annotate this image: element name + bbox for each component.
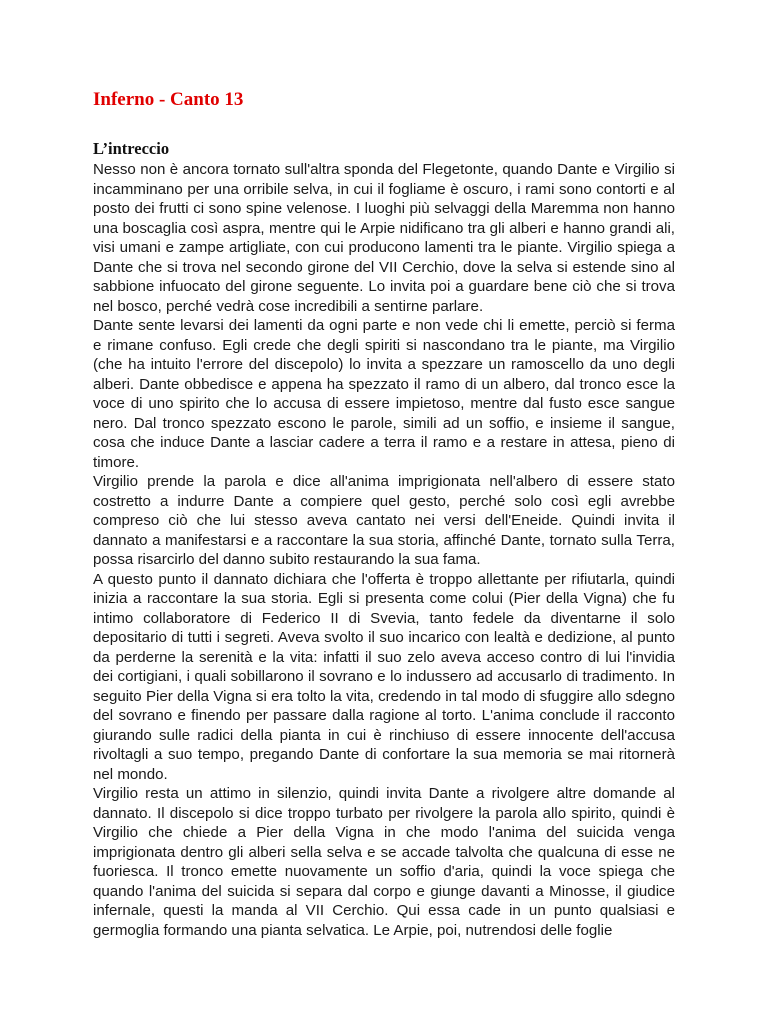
paragraph-2: Dante sente levarsi dei lamenti da ogni parte e non vede chi li emette, perciò si ferma e rimane confuso. Egli crede che degli spiriti si nascondano tra le piante, ma Virgilio (che ha intuito l'errore del discepolo) lo invita a spezzare un ramoscello da uno degli alberi. Dante obbedisce e appena ha spezzato il ramo di un albero, dal tronco esce la voce di uno spirito che lo accusa di essere impietoso, mentre dal fusto esce sangue nero. Dal tronco spezzato escono le parole, simili ad un soffio, e insieme il sangue, cosa che induce Dante a lasciar cadere a terra il ramo e a restare in attesa, pieno di timore. (93, 317, 675, 471)
section-heading: L’intreccio (93, 139, 170, 158)
paragraph-5: Virgilio resta un attimo in silenzio, quindi invita Dante a rivolgere altre domande al dannato. Il discepolo si dice troppo turbato per rivolgere la parola allo spirito, quindi è Virgilio che chiede a Pier della Vigna in che modo l'anima del suicida venga imprigionata dentro gli alberi sella selva e se accade talvolta che qualcuna di esse ne fuoriesca. Il tronco emette nuovamente un soffio d'aria, quindi la voce spiega che quando l'anima del suicida si separa dal corpo e giunge davanti a Minosse, il giudice infernale, questi la manda al VII Cerchio. Qui essa cade in un punto qualsiasi e germoglia formando una pianta selvatica. Le Arpie, poi, nutrendosi delle foglie (93, 785, 675, 939)
document-body (93, 160, 675, 940)
document-title: Inferno - Canto 13 (93, 89, 244, 110)
paragraph-1: Nesso non è ancora tornato sull'altra sponda del Flegetonte, quando Dante e Virgilio si incamminano per una orribile selva, in cui il fogliame è oscuro, i rami sono contorti e al posto dei frutti ci sono spine velenose. I luoghi più selvaggi della Maremma non hanno una boscaglia così aspra, mentre qui le Arpie nidificano tra gli alberi e hanno grandi ali, visi umani e zampe artigliate, con cui producono lamenti tra le piante. Virgilio spiega a Dante che si trova nel secondo girone del VII Cerchio, dove la selva si estende sino al sabbione infuocato del girone seguente. Lo invita poi a guardare bene ciò che si trova nel bosco, perché vedrà cose incredibili a sentirne parlare. (93, 161, 675, 315)
paragraph-4: A questo punto il dannato dichiara che l'offerta è troppo allettante per rifiutarla, quindi inizia a raccontare la sua storia. Egli si presenta come colui (Pier della Vigna) che fu intimo collaboratore di Federico II di Svevia, tanto fedele da diventarne il solo depositario di tutti i segreti. Aveva svolto il suo incarico con lealtà e dedizione, al punto da perderne la serenità e la vita: infatti il suo zelo aveva acceso contro di lui l'invidia dei cortigiani, i quali sobillarono il sovrano e lo indussero ad accusarlo di tradimento. In seguito Pier della Vigna si era tolto la vita, credendo in tal modo di sfuggire allo sdegno del sovrano e finendo per passare dalla ragione al torto. L'anima conclude il racconto giurando sulle radici della pianta in cui è rinchiuso di essere innocente dell'accusa rivoltagli a suo tempo, pregando Dante di confortare la sua memoria se mai ritornerà nel mondo. (93, 570, 675, 783)
paragraph-3: Virgilio prende la parola e dice all'anima imprigionata nell'albero di essere stato costretto a indurre Dante a compiere quel gesto, perché solo così egli avrebbe compreso ciò che lui stesso aveva cantato nei versi dell'Eneide. Quindi invita il dannato a manifestarsi e a raccontare la sua storia, affinché Dante, tornato sulla Terra, possa risarcirlo del danno subito restaurando la sua fama. (93, 473, 675, 568)
